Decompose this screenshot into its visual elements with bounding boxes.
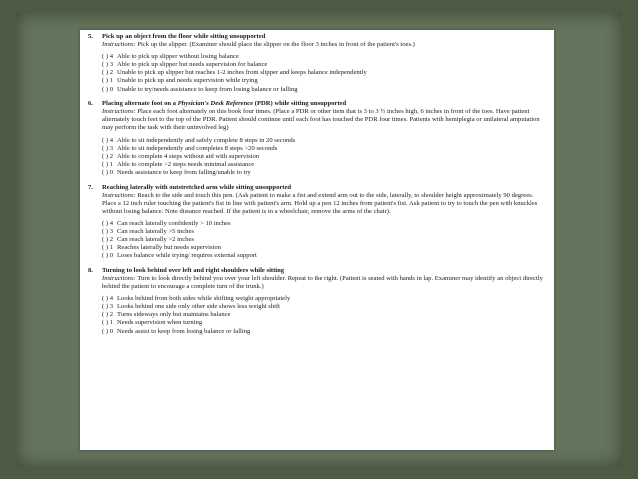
score-box: ( ) 0 [102,168,113,176]
score-option [102,77,546,85]
option-text: Loses balance while trying/ requires external support [117,252,257,260]
score-option [102,252,546,260]
option-text: Needs assistance to keep from falling/unable to try [117,168,251,176]
score-box: ( ) 1 [102,244,113,252]
item-6-header [88,100,546,108]
instructions-label: Instructions: [102,108,136,116]
item-title: Pick up an object from the floor while sitting unsupported [102,33,266,40]
item-6-options [88,137,546,177]
option-text: Needs assist to keep from losing balance or falling [117,327,251,335]
item-6-instructions [88,108,546,132]
item-number: 5. [88,33,93,40]
instructions-text: Reach to the side and touch this pen. (Ask patient to make a fist and extend arm out to the side, laterally, to shoulder height approximately 90 degrees. Place a 12 inch ruler touching the patient's fist in line with patient's arm. Hold up a pen 12 inches from patient's fist. Ask patient to try to touch the pen with knuckles without losing balance. Note distance reached. If the patient is in a wheelchair, remove the arms of the chair). [102,191,538,215]
score-box: ( ) 0 [102,85,113,93]
instructions-label: Instructions: [102,274,136,282]
item-6 [88,100,546,177]
option-text: Able to pick up slipper but needs supervision for balance [117,61,268,69]
item-title-pre: Placing alternate foot on a [102,100,178,108]
score-option [102,69,546,77]
score-box: ( ) 4 [102,53,113,61]
score-option [102,86,546,94]
score-option [102,311,546,319]
item-number: 8. [88,266,93,274]
option-text: Looks behind from both sides while shifting weight appropriately [117,295,291,303]
score-option [102,61,546,69]
score-box: ( ) 1 [102,160,113,168]
score-option [102,319,546,327]
item-title: Reaching laterally with outstretched arm while sitting unsupported [102,183,292,191]
item-8-instructions [88,275,546,291]
item-7-instructions [88,192,546,216]
item-title-italic: Physician's Desk Reference [177,100,254,108]
instructions-text: Turn to look directly behind you over your left shoulder. Repeat to the right. (Patient is seated with hands in lap. Examiner may identify an object directly behind the patient to encourage a complete turn of the trunk.) [102,274,543,291]
score-option [102,328,546,336]
score-box: ( ) 4 [102,219,113,227]
item-title-post: (PDR) while sitting unsupported [253,100,347,108]
item-7-header [88,184,546,192]
score-box: ( ) 2 [102,236,113,244]
score-box: ( ) 2 [102,69,113,77]
option-text: Can reach laterally confidently > 10 inches [117,219,231,227]
score-option [102,228,546,236]
score-box: ( ) 2 [102,311,113,319]
score-option [102,137,546,145]
item-number: 7. [88,183,93,191]
option-text: Able to sit independently and completes 8 steps >20 seconds [117,144,278,152]
instructions-label: Instructions: [102,41,136,49]
item-title: Turning to look behind over left and right shoulders while sitting [102,266,285,274]
item-5-instructions [88,41,546,49]
option-text: Able to complete 4 steps without aid with supervision [117,152,260,160]
score-box: ( ) 1 [102,77,113,85]
score-option [102,303,546,311]
option-text: Needs supervision when turning [117,319,203,327]
item-8-options [88,295,546,335]
score-option [102,161,546,169]
score-option [102,53,546,61]
score-box: ( ) 4 [102,136,113,144]
option-text: Looks behind one side only other side shows less weight shift [117,303,280,311]
score-box: ( ) 3 [102,303,113,311]
item-5-options [88,53,546,93]
score-box: ( ) 4 [102,295,113,303]
score-box: ( ) 3 [102,61,113,69]
option-text: Reaches laterally but needs supervision [117,244,222,252]
score-box: ( ) 3 [102,227,113,235]
score-option [102,145,546,153]
option-text: Unable to pick up slipper but reaches 1-2 inches from slipper and keeps balance independently [117,69,367,77]
score-box: ( ) 1 [102,319,113,327]
score-option [102,236,546,244]
item-number: 6. [88,100,93,108]
item-7 [88,184,546,261]
item-8-header [88,267,546,275]
option-text: Able to pick up slipper without losing balance [117,53,239,61]
item-8 [88,267,546,336]
option-text: Can reach laterally >2 inches [117,236,194,244]
item-5-header [88,33,546,41]
instructions-label: Instructions: [102,191,136,199]
instructions-text: Place each foot alternately on this book four times. (Place a PDR or other item that is 3 to 3 ½ inches high, 6 inches in front of the toes. Have patient alternately touch feet to the top of the PDR. Patient should continue until each foot has touched the PDR four times. Patients with hemiplegia or unilateral amputation may perform the task with their uninvolved leg) [102,108,540,132]
item-7-options [88,220,546,260]
option-text: Unable to try/needs assistance to keep from losing balance or falling [117,85,298,93]
score-box: ( ) 0 [102,252,113,260]
score-option [102,169,546,177]
instructions-text: Pick up the slipper. (Examiner should place the slipper on the floor 3 inches in front of the patient's toes.) [135,41,415,49]
score-option [102,220,546,228]
score-option [102,295,546,303]
option-text: Able to sit independently and safely complete 8 steps in 20 seconds [117,136,296,144]
score-option [102,244,546,252]
option-text: Turns sideways only but maintains balance [117,311,231,319]
option-text: Can reach laterally >5 inches [117,227,194,235]
option-text: Unable to pick up and needs supervision while trying [117,77,258,85]
document-page [80,30,554,450]
score-box: ( ) 2 [102,152,113,160]
score-box: ( ) 0 [102,327,113,335]
item-5 [88,33,546,94]
score-box: ( ) 3 [102,144,113,152]
option-text: Able to complete >2 steps needs minimal assistance [117,160,255,168]
score-option [102,153,546,161]
